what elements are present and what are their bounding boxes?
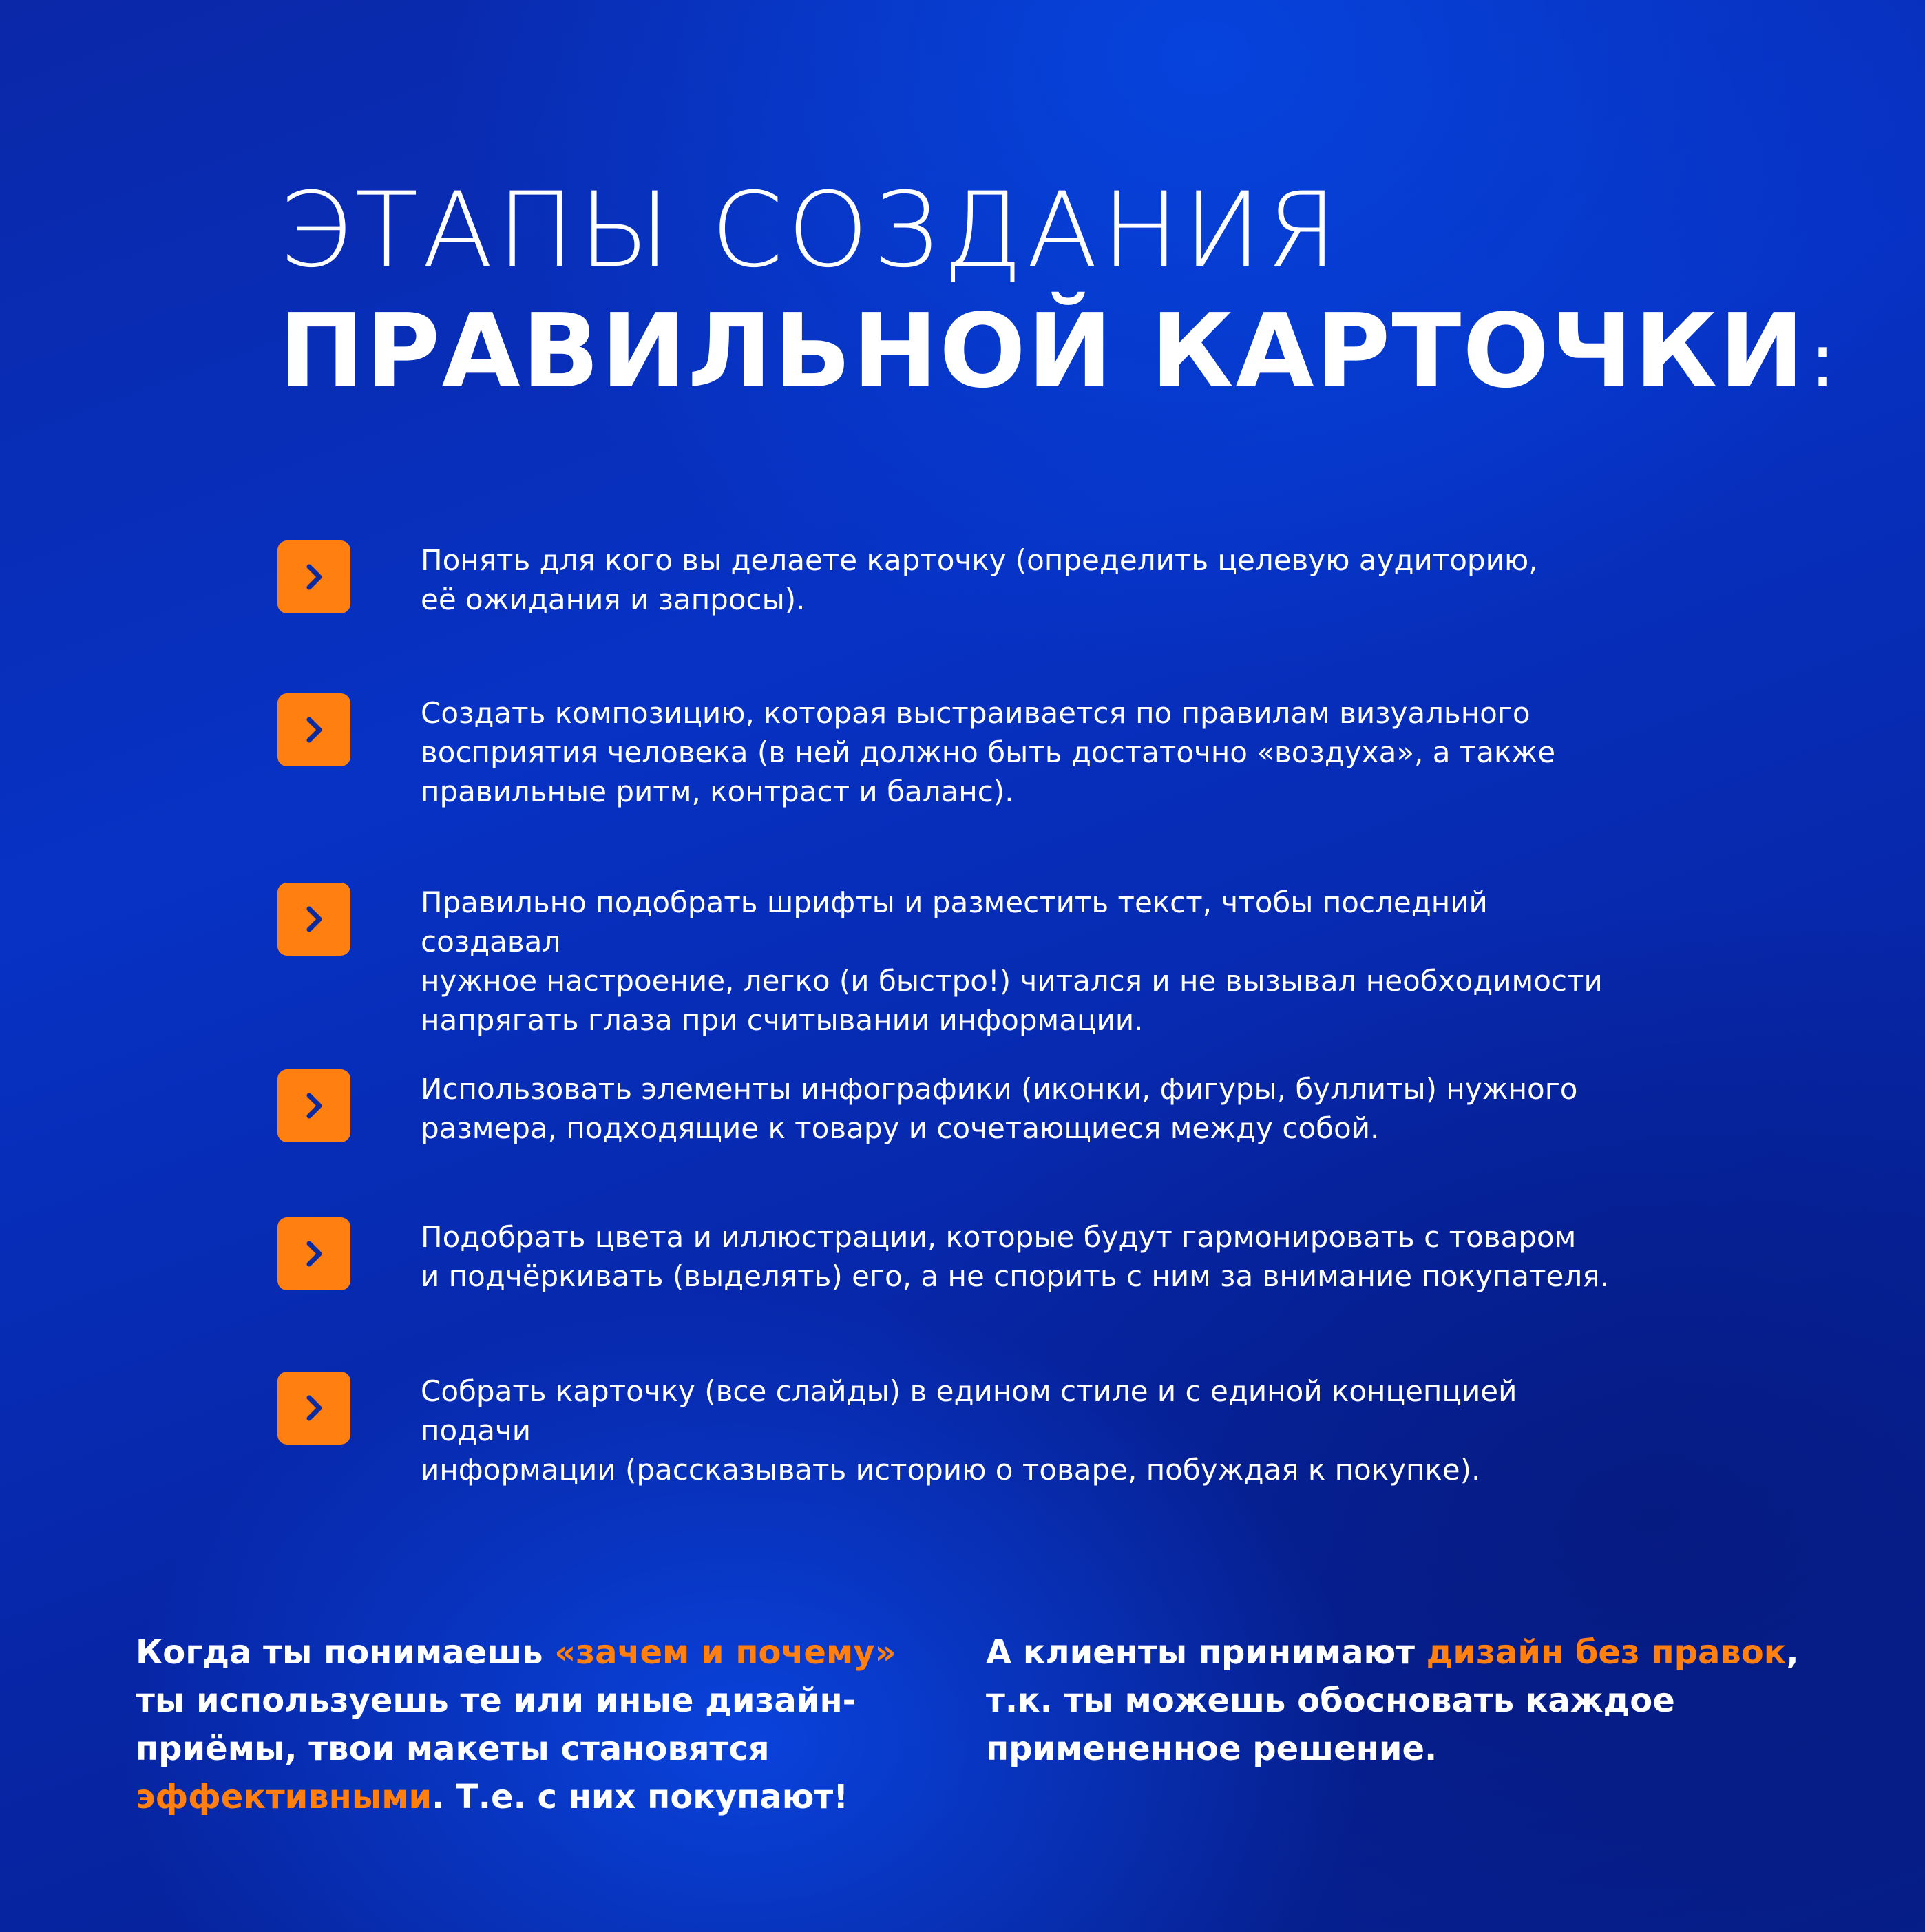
title-line-2-text: ПРАВИЛЬНОЙ КАРТОЧКИ <box>279 292 1806 410</box>
footer-left-paragraph <box>136 1628 921 1821</box>
footer-left-line <box>136 1628 921 1677</box>
title-line-1: ЭТАПЫ СОЗДАНИЯ <box>279 171 1342 291</box>
step-line: Собрать карточку (все слайды) в едином стиле и с единой концепцией подачи <box>421 1374 1517 1447</box>
step-line: Правильно подобрать шрифты и разместить текст, чтобы последний создавал <box>421 885 1488 958</box>
step-line: правильные ритм, контраст и баланс). <box>421 775 1014 808</box>
step-text <box>421 1069 1632 1148</box>
chevron-right-icon <box>277 693 350 766</box>
chevron-right-icon <box>277 883 350 956</box>
step-line: информации (рассказывать историю о товаре, побуждая к покупке). <box>421 1453 1481 1487</box>
chevron-right-icon <box>277 1372 350 1445</box>
step-text <box>421 1217 1632 1296</box>
chevron-right-icon <box>277 1069 350 1142</box>
footer-right-line: т.к. ты можешь обосновать каждое <box>986 1681 1675 1720</box>
footer-left-text: . Т.е. с них покупают! <box>432 1778 849 1816</box>
footer-right-paragraph <box>986 1628 1881 1773</box>
step-line: напрягать глаза при считывании информации. <box>421 1003 1144 1037</box>
step-line: Создать композицию, которая выстраивается по правилам визуального <box>421 696 1530 730</box>
footer-left-line: ты используешь те или иные дизайн- <box>136 1681 856 1720</box>
footer-right-line <box>986 1628 1881 1677</box>
page-title <box>279 172 1837 422</box>
footer-left-accent: эффективными <box>136 1778 432 1816</box>
footer-left-accent: «зачем и почему» <box>554 1633 896 1672</box>
step-line: восприятия человека (в ней должно быть достаточно «воздуха», а также <box>421 735 1556 769</box>
footer-left-line: приёмы, твои макеты становятся <box>136 1730 770 1768</box>
step-text <box>421 693 1632 811</box>
footer-right-text: А клиенты принимают <box>986 1633 1427 1672</box>
step-text <box>421 883 1632 1040</box>
footer-right-accent: дизайн без правок <box>1426 1633 1787 1672</box>
title-line-2 <box>279 289 1837 422</box>
step-text <box>421 1372 1632 1489</box>
chevron-right-icon <box>277 540 350 613</box>
footer-right-text: , <box>1786 1633 1799 1672</box>
step-line: Подобрать цвета и иллюстрации, которые будут гармонировать с товаром <box>421 1220 1577 1254</box>
step-line: нужное настроение, легко (и быстро!) читался и не вызывал необходимости <box>421 964 1603 998</box>
footer-right-line: примененное решение. <box>986 1730 1438 1768</box>
step-line: Использовать элементы инфографики (иконки, фигуры, буллиты) нужного <box>421 1072 1578 1106</box>
step-text <box>421 540 1632 619</box>
footer-left-text: Когда ты понимаешь <box>136 1633 555 1672</box>
step-line: и подчёркивать (выделять) его, а не спорить с ним за внимание покупателя. <box>421 1259 1609 1293</box>
step-line: размера, подходящие к товару и сочетающиеся между собой. <box>421 1111 1380 1145</box>
chevron-right-icon <box>277 1217 350 1290</box>
step-line: Понять для кого вы делаете карточку (определить целевую аудиторию, <box>421 543 1538 577</box>
title-colon: : <box>1809 316 1837 404</box>
step-line: её ожидания и запросы). <box>421 582 806 616</box>
footer-left-line <box>136 1773 921 1821</box>
